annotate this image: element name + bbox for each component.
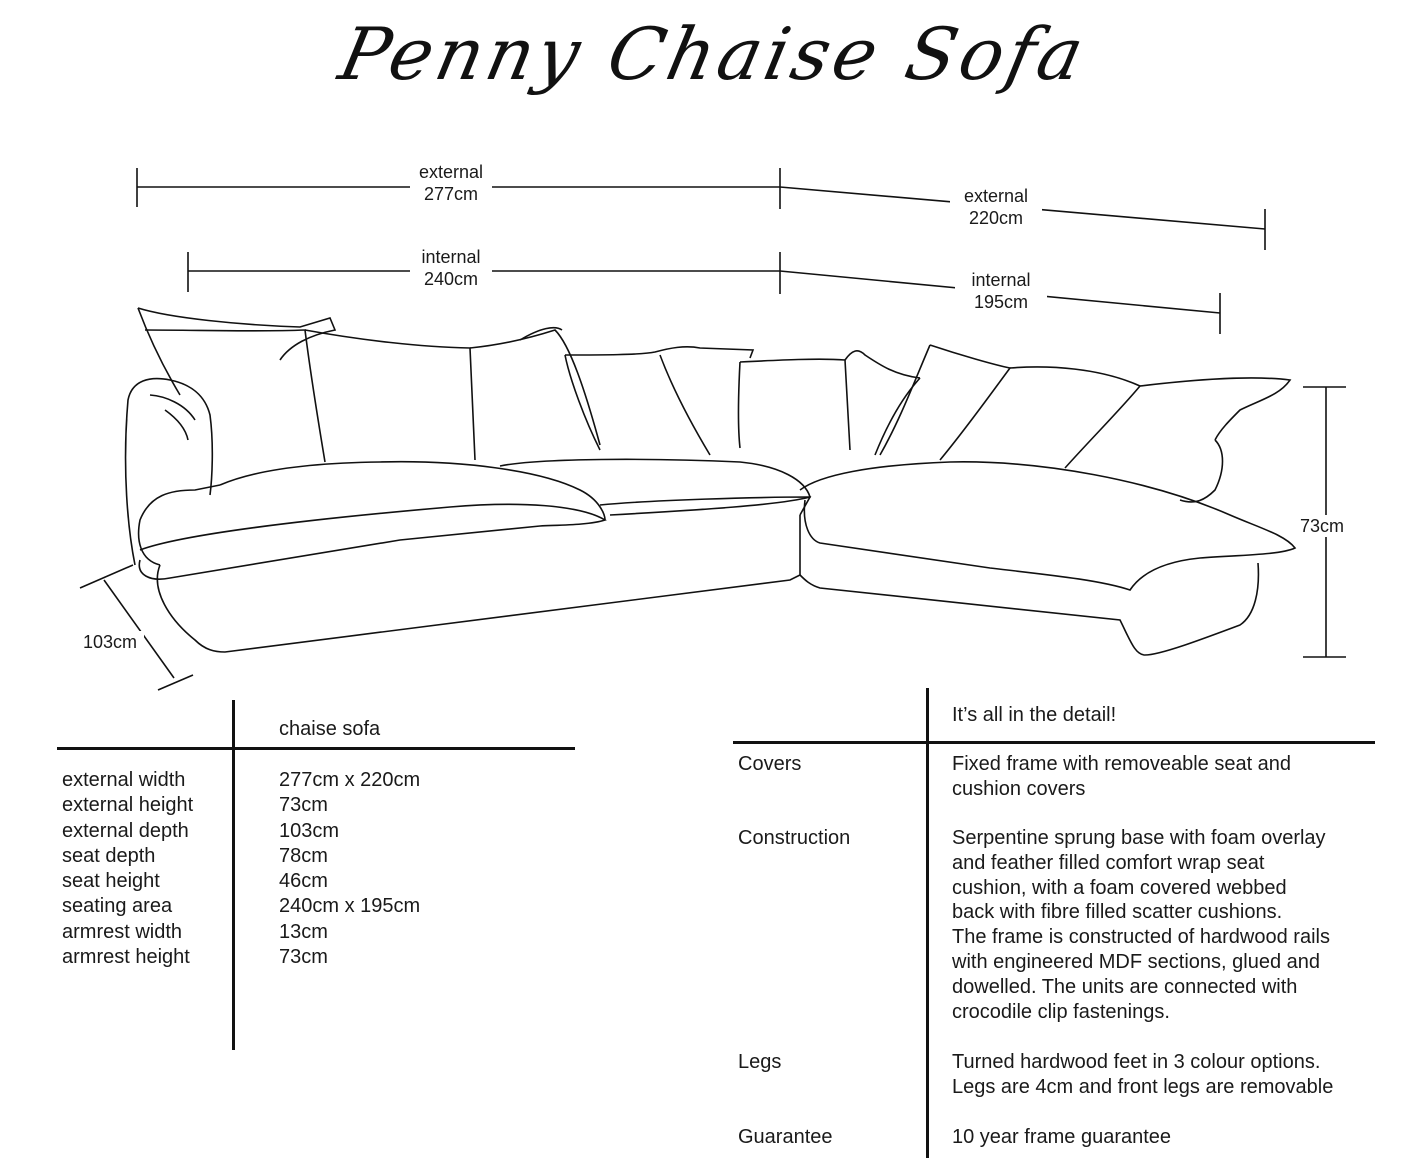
dimension-external-width-label: external 277cm [410,161,492,205]
spec-table-values [279,768,539,970]
dimension-internal-width-label: internal 240cm [410,246,492,290]
spec-label: armrest height [62,946,190,969]
spec-label: armrest width [62,920,183,943]
detail-value-covers: Fixed frame with removeable seat and cushion covers [952,753,1292,800]
spec-label: external width [62,769,186,791]
detail-table-divider-h [733,741,1375,744]
detail-label-construction: Construction [738,827,851,849]
detail-value-legs: Turned hardwood feet in 3 colour options. Legs are 4cm and front legs are removable [952,1051,1334,1098]
dimension-height-label: 73cm [1291,515,1353,537]
detail-table-header: It’s all in the detail! [952,704,1117,726]
dimension-external-depth-label: external 220cm [950,185,1042,229]
dimension-internal-depth-label: internal 195cm [955,269,1047,313]
spec-value: 73cm [279,794,328,817]
spec-value: 103cm [279,819,340,842]
dimension-depth-label: 103cm [76,631,144,653]
detail-label-guarantee: Guarantee [738,1126,833,1148]
detail-value-guarantee: 10 year frame guarantee [952,1126,1172,1148]
spec-label: external height [62,794,194,817]
spec-value: 277cm x 220cm [279,769,421,791]
spec-value: 73cm [279,946,328,969]
spec-label: seating area [62,895,173,918]
spec-value: 13cm [279,920,328,943]
detail-table-divider-v [926,688,929,1158]
spec-table-header: chaise sofa [279,718,381,740]
spec-label: seat height [62,870,160,893]
spec-table-labels [62,768,232,970]
spec-value: 240cm x 195cm [279,895,421,918]
spec-label: seat depth [62,844,156,867]
detail-label-legs: Legs [738,1051,782,1073]
spec-value: 46cm [279,870,328,893]
spec-value: 78cm [279,844,328,867]
detail-label-covers: Covers [738,753,802,775]
spec-table-divider-v [232,700,235,1050]
detail-value-construction: Serpentine sprung base with foam overlay and feather filled comfort wrap seat cushion, with a foam covered webbed back with fibre filled scatter cushions. The frame is constructed of hardwood rails with engineered MDF sections, glued and dowelled. The units are connected with crocodile clip fastenings. [952,827,1330,1023]
spec-label: external depth [62,819,189,842]
page-title: Penny Chaise Sofa [332,12,1095,96]
spec-table-divider-h [57,747,575,750]
